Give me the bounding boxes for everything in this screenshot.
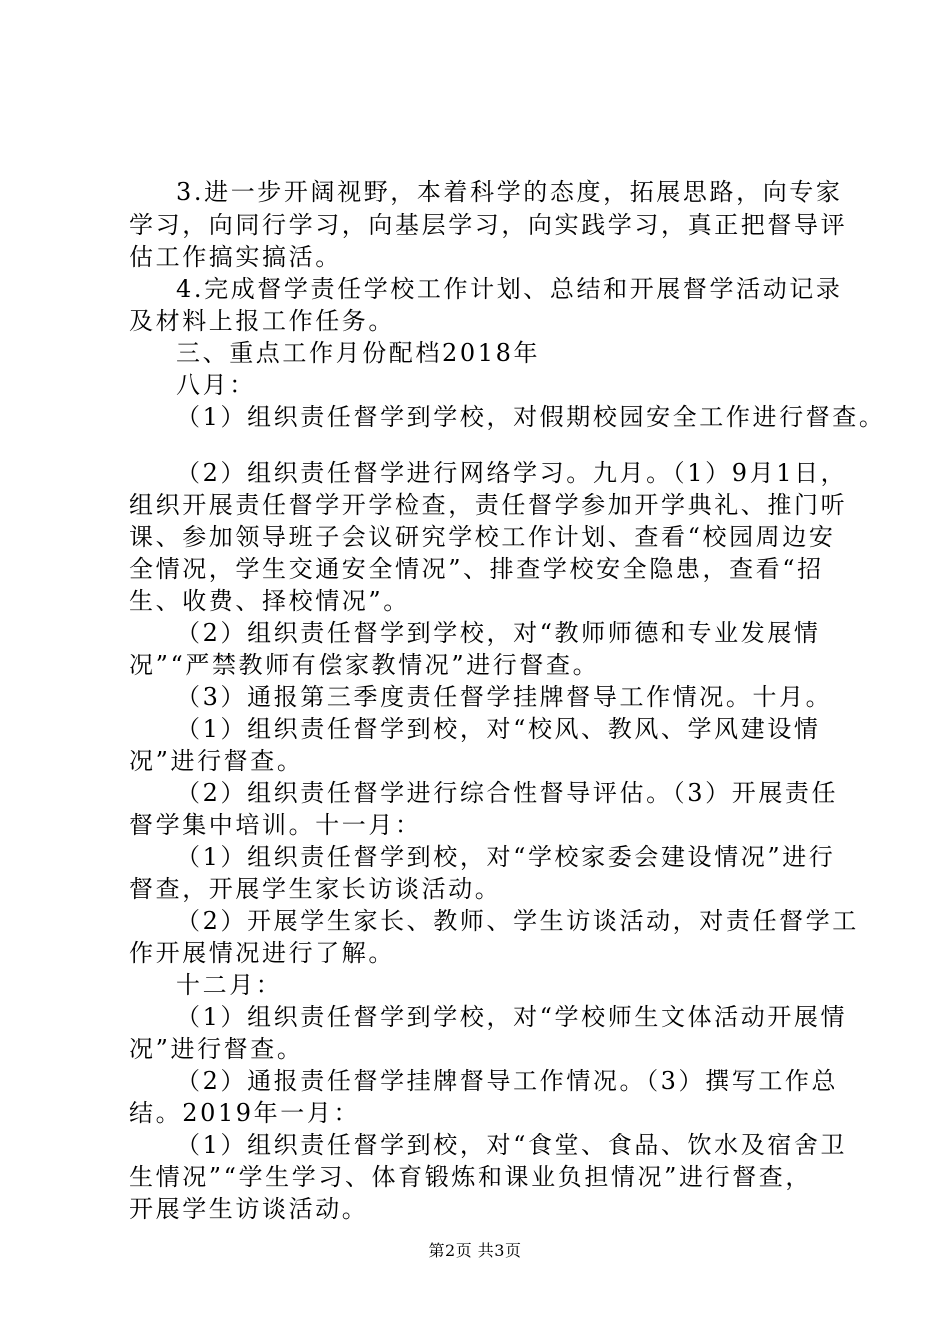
text-line: （2）组织责任督学进行网络学习。九月。（1）9月1日， [176, 459, 848, 487]
text-line: （1）组织责任督学到校，对“学校家委会建设情况”进行 [176, 843, 836, 871]
text-line: 4.完成督学责任学校工作计划、总结和开展督学活动记录 [176, 275, 843, 303]
text-line: （2）组织责任督学到学校，对“教师师德和专业发展情 [176, 619, 821, 647]
text-line: 组织开展责任督学开学检查，责任督学参加开学典礼、推门听 [129, 491, 848, 519]
text-line: 课、参加领导班子会议研究学校工作计划、查看“校园周边安 [129, 523, 836, 551]
section-heading: 三、重点工作月份配档2018年 [176, 339, 541, 367]
text-line: （2）组织责任督学进行综合性督导评估。（3）开展责任 [176, 779, 839, 807]
text-line: 估工作搞实搞活。 [129, 243, 342, 271]
text-line: 督学集中培训。十一月： [129, 811, 422, 839]
text-line: 全情况，学生交通安全情况”、排查学校安全隐患，查看“招 [129, 555, 824, 583]
month-heading: 八月： [176, 371, 256, 399]
text-line: （1）组织责任督学到学校，对“学校师生文体活动开展情 [176, 1003, 848, 1031]
text-line: 开展学生访谈活动。 [129, 1195, 369, 1223]
text-line: （2）通报责任督学挂牌督导工作情况。（3）撰写工作总 [176, 1067, 839, 1095]
text-line: 作开展情况进行了解。 [129, 939, 395, 967]
text-line: 3.进一步开阔视野，本着科学的态度，拓展思路，向专家 [176, 178, 843, 206]
text-line: 况”进行督查。 [129, 1035, 304, 1063]
text-line: （1）组织责任督学到校，对“食堂、食品、饮水及宿舍卫 [176, 1131, 848, 1159]
text-line: 生情况”“学生学习、体育锻炼和课业负担情况”进行督查， [129, 1163, 813, 1191]
text-line: 生、收费、择校情况”。 [129, 587, 410, 615]
text-line: 学习，向同行学习，向基层学习，向实践学习，真正把督导评 [129, 211, 848, 239]
text-line: 结。2019年一月： [129, 1099, 361, 1127]
page-number-footer: 第2页 共3页 [428, 1241, 522, 1260]
text-line: （2）开展学生家长、教师、学生访谈活动，对责任督学工 [176, 907, 859, 935]
text-line: （1）组织责任督学到学校，对假期校园安全工作进行督查。 [176, 403, 886, 431]
text-line: 及材料上报工作任务。 [129, 307, 395, 335]
text-line: （1）组织责任督学到校，对“校风、教风、学风建设情 [176, 715, 821, 743]
text-line: 况”进行督查。 [129, 747, 304, 775]
text-line: 况”“严禁教师有偿家教情况”进行督查。 [129, 651, 600, 679]
month-heading: 十二月： [176, 971, 283, 999]
text-line: （3）通报第三季度责任督学挂牌督导工作情况。十月。 [176, 683, 833, 711]
text-line: 督查，开展学生家长访谈活动。 [129, 875, 502, 903]
